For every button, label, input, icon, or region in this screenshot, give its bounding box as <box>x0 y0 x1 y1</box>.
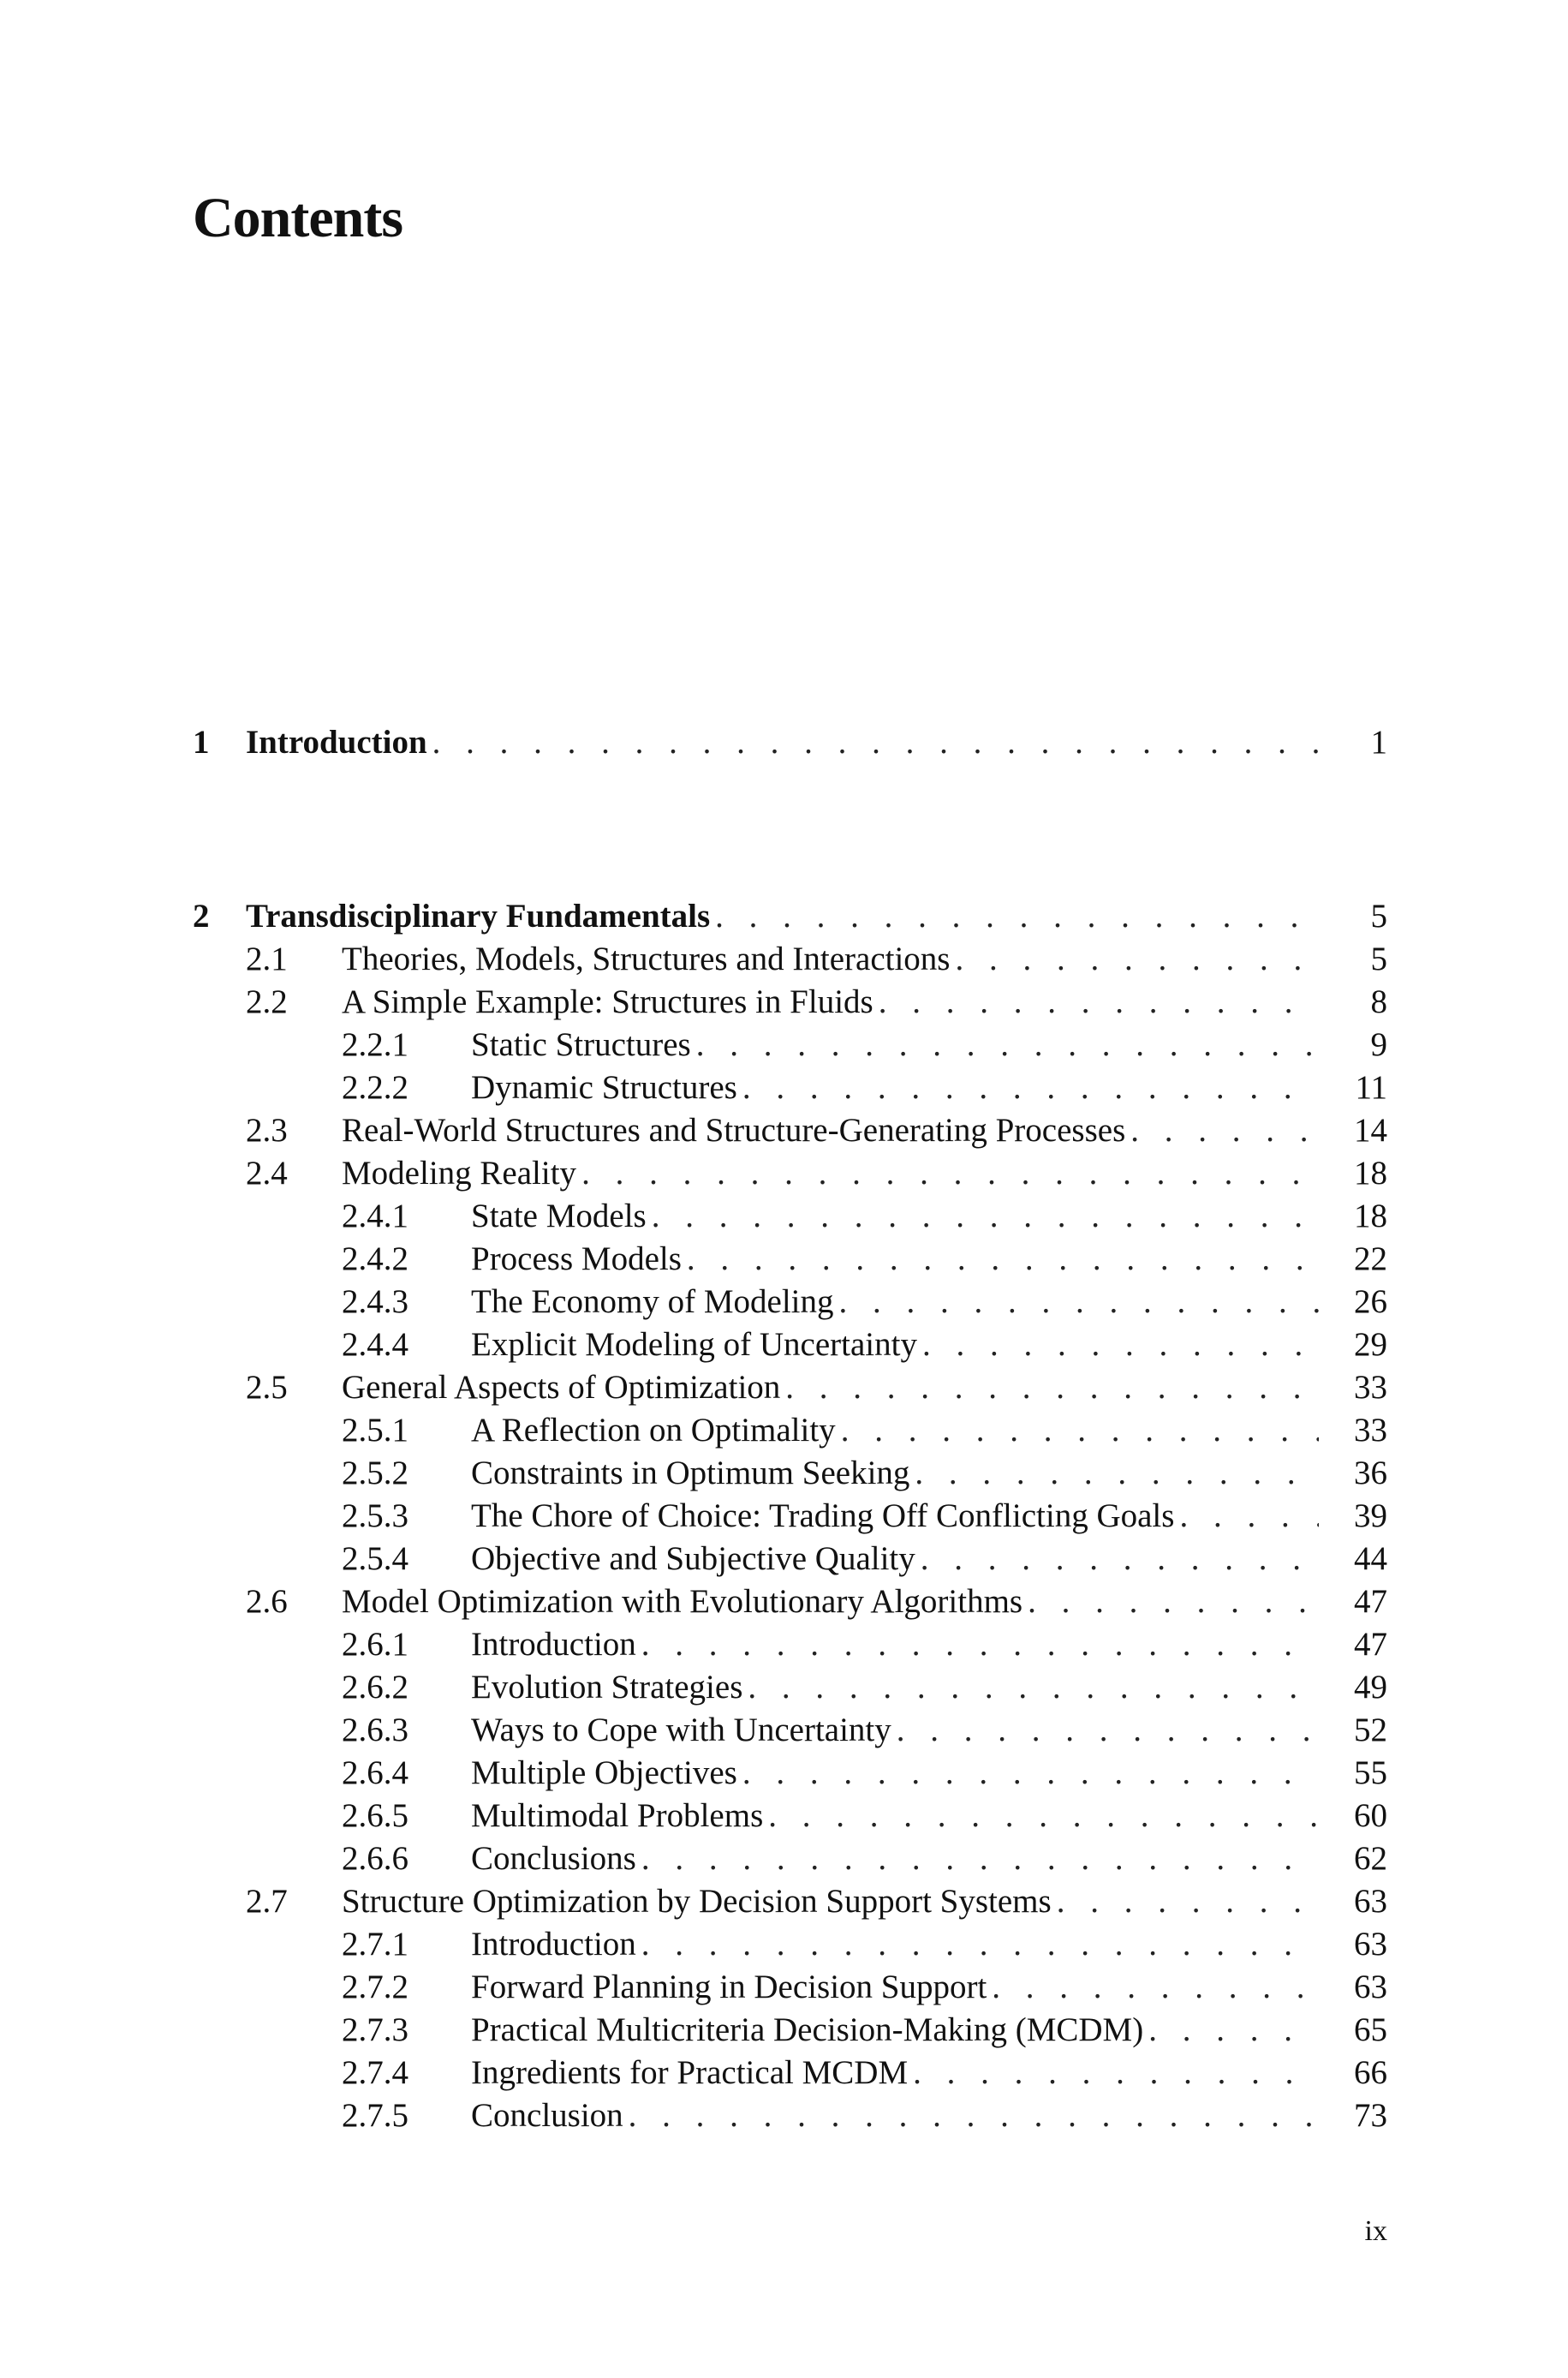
toc-entry-number: 2.6 <box>246 1583 288 1620</box>
toc-entry-subsection[interactable] <box>193 1623 1387 1666</box>
toc-entry-page: 18 <box>1354 1198 1387 1234</box>
dot-leader <box>1028 1580 1319 1623</box>
toc-entry-subsection[interactable] <box>193 1538 1387 1580</box>
toc-entry-number: 2.2 <box>246 983 288 1020</box>
toc-entry-page: 29 <box>1354 1326 1387 1363</box>
toc-entry-number: 2.5 <box>246 1369 288 1406</box>
toc-entry-number: 2.7.5 <box>342 2097 408 2134</box>
dot-leader <box>785 1366 1319 1409</box>
dot-leader <box>652 1195 1319 1238</box>
toc-entry-page: 49 <box>1354 1669 1387 1706</box>
dot-leader <box>1179 1495 1319 1538</box>
toc-entry-title: Introduction <box>246 724 427 761</box>
toc-entry-chapter-1[interactable] <box>193 721 1387 764</box>
toc-entry-title: Explicit Modeling of Uncertainty <box>471 1326 917 1363</box>
dot-leader <box>742 1752 1319 1795</box>
toc-entry-page: 8 <box>1370 983 1387 1020</box>
page-number: ix <box>1364 2215 1387 2247</box>
toc-entry-subsection[interactable] <box>193 1238 1387 1281</box>
toc-entry-title: Conclusions <box>471 1840 636 1877</box>
toc-entry-title: Practical Multicriteria Decision-Making (MCDM) <box>471 2011 1144 2048</box>
toc-entry-title: Multiple Objectives <box>471 1754 737 1791</box>
toc-entry-page: 18 <box>1354 1155 1387 1192</box>
toc-entry-page: 63 <box>1354 1883 1387 1920</box>
toc-entry-section[interactable] <box>193 1580 1387 1623</box>
toc-entry-number: 2.4.1 <box>342 1198 408 1234</box>
toc-entry-number: 2.4.4 <box>342 1326 408 1363</box>
toc-entry-subsection[interactable] <box>193 1452 1387 1495</box>
dot-leader <box>897 1709 1319 1752</box>
dot-leader <box>768 1795 1319 1837</box>
toc-entry-title: Modeling Reality <box>342 1155 577 1192</box>
toc-entry-number: 2.7.4 <box>342 2054 408 2091</box>
toc-entry-title: Ingredients for Practical MCDM <box>471 2054 909 2091</box>
toc-entry-page: 26 <box>1354 1283 1387 1320</box>
toc-entry-subsection[interactable] <box>193 1495 1387 1538</box>
toc-entry-subsection[interactable] <box>193 1281 1387 1323</box>
toc-entry-title: Constraints in Optimum Seeking <box>471 1455 910 1491</box>
dot-leader <box>581 1152 1319 1195</box>
page-title: Contents <box>193 187 403 249</box>
toc-entry-page: 22 <box>1354 1240 1387 1277</box>
toc-entry-number: 2.6.3 <box>342 1712 408 1748</box>
toc-entry-title: The Economy of Modeling <box>471 1283 834 1320</box>
toc-entry-number: 2.6.2 <box>342 1669 408 1706</box>
toc-entry-title: Transdisciplinary Fundamentals <box>246 898 711 935</box>
toc-entry-section[interactable] <box>193 938 1387 981</box>
toc-entry-section[interactable] <box>193 1880 1387 1923</box>
toc-entry-page: 65 <box>1354 2011 1387 2048</box>
toc-entry-number: 1 <box>193 724 210 761</box>
toc-entry-title: Structure Optimization by Decision Support Systems <box>342 1883 1052 1920</box>
toc-entry-title: The Chore of Choice: Trading Off Conflicting Goals <box>471 1497 1175 1534</box>
toc-entry-number: 2.2.2 <box>342 1069 408 1106</box>
toc-entry-page: 63 <box>1354 1969 1387 2005</box>
toc-entry-subsection[interactable] <box>193 1923 1387 1966</box>
dot-leader <box>839 1281 1320 1323</box>
dot-leader <box>1057 1880 1319 1923</box>
dot-leader <box>915 1452 1319 1495</box>
toc-entry-number: 2.7 <box>246 1883 288 1920</box>
toc-entry-number: 2.6.4 <box>342 1754 408 1791</box>
toc-entry-number: 2.4.3 <box>342 1283 408 1320</box>
toc-entry-title: Conclusion <box>471 2097 623 2134</box>
toc-entry-subsection[interactable] <box>193 1067 1387 1109</box>
toc-entry-subsection[interactable] <box>193 1837 1387 1880</box>
toc-entry-page: 47 <box>1354 1626 1387 1663</box>
toc-entry-title: Process Models <box>471 1240 682 1277</box>
toc-entry-page: 52 <box>1354 1712 1387 1748</box>
toc-entry-title: State Models <box>471 1198 647 1234</box>
toc-entry-title: A Simple Example: Structures in Fluids <box>342 983 873 1020</box>
toc-entry-page: 33 <box>1354 1412 1387 1449</box>
toc-entry-number: 2.6.6 <box>342 1840 408 1877</box>
dot-leader <box>629 2094 1319 2137</box>
toc-entry-page: 33 <box>1354 1369 1387 1406</box>
toc-entry-subsection[interactable] <box>193 2009 1387 2052</box>
toc-entry-number: 2 <box>193 898 210 935</box>
toc-entry-page: 55 <box>1354 1754 1387 1791</box>
toc-entry-title: Dynamic Structures <box>471 1069 737 1106</box>
dot-leader <box>955 938 1319 981</box>
toc-entry-page: 63 <box>1354 1926 1387 1963</box>
toc-entry-chapter-2[interactable] <box>193 895 1387 938</box>
dot-leader <box>715 895 1319 938</box>
toc-entry-subsection[interactable] <box>193 1195 1387 1238</box>
toc-entry-title: Static Structures <box>471 1026 691 1063</box>
toc-entry-title: A Reflection on Optimality <box>471 1412 836 1449</box>
dot-leader <box>879 981 1319 1024</box>
toc-entry-title: Ways to Cope with Uncertainty <box>471 1712 891 1748</box>
toc-entry-subsection[interactable] <box>193 1666 1387 1709</box>
dot-leader <box>641 1923 1319 1966</box>
toc-entry-page: 47 <box>1354 1583 1387 1620</box>
dot-leader <box>748 1666 1319 1709</box>
toc-entry-section[interactable] <box>193 1109 1387 1152</box>
toc-entry-page: 73 <box>1354 2097 1387 2134</box>
dot-leader <box>922 1323 1319 1366</box>
toc-entry-page: 60 <box>1354 1797 1387 1834</box>
toc-entry-number: 2.5.2 <box>342 1455 408 1491</box>
toc-entry-number: 2.5.4 <box>342 1540 408 1577</box>
toc-entry-number: 2.7.1 <box>342 1926 408 1963</box>
toc-entry-title: Evolution Strategies <box>471 1669 743 1706</box>
toc-entry-section[interactable] <box>193 1152 1387 1195</box>
toc-entry-subsection[interactable] <box>193 1752 1387 1795</box>
toc-entry-number: 2.5.3 <box>342 1497 408 1534</box>
toc-entry-title: Real-World Structures and Structure-Generating Processes <box>342 1112 1126 1149</box>
toc-entry-page: 36 <box>1354 1455 1387 1491</box>
dot-leader <box>687 1238 1319 1281</box>
dot-leader <box>432 721 1319 764</box>
dot-leader <box>1148 2009 1319 2052</box>
toc-entry-section[interactable] <box>193 1366 1387 1409</box>
toc-entry-page: 5 <box>1370 898 1387 935</box>
toc-entry-number: 2.7.3 <box>342 2011 408 2048</box>
toc-entry-section[interactable] <box>193 981 1387 1024</box>
toc-entry-subsection[interactable] <box>193 1795 1387 1837</box>
toc-entry-page: 39 <box>1354 1497 1387 1534</box>
dot-leader <box>921 1538 1319 1580</box>
toc-entry-number: 2.1 <box>246 941 288 977</box>
dot-leader <box>992 1966 1319 2009</box>
toc-entry-page: 66 <box>1354 2054 1387 2091</box>
toc-entry-number: 2.4 <box>246 1155 288 1192</box>
dot-leader <box>641 1623 1319 1666</box>
toc-entry-subsection[interactable] <box>193 1323 1387 1366</box>
dot-leader <box>696 1024 1319 1067</box>
toc-entry-number: 2.7.2 <box>342 1969 408 2005</box>
toc-entry-subsection[interactable] <box>193 2094 1387 2137</box>
toc-entry-number: 2.2.1 <box>342 1026 408 1063</box>
toc-entry-title: Introduction <box>471 1926 636 1963</box>
dot-leader <box>841 1409 1319 1452</box>
dot-leader <box>641 1837 1319 1880</box>
toc-entry-subsection[interactable] <box>193 1966 1387 2009</box>
toc-entry-number: 2.4.2 <box>342 1240 408 1277</box>
toc-entry-number: 2.5.1 <box>342 1412 408 1449</box>
toc-entry-title: Forward Planning in Decision Support <box>471 1969 987 2005</box>
toc-entry-page: 5 <box>1370 941 1387 977</box>
toc-entry-title: Theories, Models, Structures and Interactions <box>342 941 951 977</box>
toc-entry-page: 44 <box>1354 1540 1387 1577</box>
toc-entry-page: 11 <box>1355 1069 1387 1106</box>
toc-entry-subsection[interactable] <box>193 1024 1387 1067</box>
toc-entry-number: 2.6.5 <box>342 1797 408 1834</box>
toc-entry-number: 2.6.1 <box>342 1626 408 1663</box>
dot-leader <box>913 2052 1319 2094</box>
toc-entry-page: 9 <box>1370 1026 1387 1063</box>
toc-entry-subsection[interactable] <box>193 1709 1387 1752</box>
toc-entry-page: 14 <box>1354 1112 1387 1149</box>
toc-entry-page: 62 <box>1354 1840 1387 1877</box>
toc-entry-title: General Aspects of Optimization <box>342 1369 781 1406</box>
toc-entry-title: Multimodal Problems <box>471 1797 764 1834</box>
toc-entry-subsection[interactable] <box>193 1409 1387 1452</box>
dot-leader <box>742 1067 1319 1109</box>
toc-entry-title: Objective and Subjective Quality <box>471 1540 915 1577</box>
toc-entry-title: Model Optimization with Evolutionary Algorithms <box>342 1583 1023 1620</box>
toc-entry-page: 1 <box>1370 724 1387 761</box>
toc-entry-title: Introduction <box>471 1626 636 1663</box>
toc-entry-number: 2.3 <box>246 1112 288 1149</box>
toc-entry-subsection[interactable] <box>193 2052 1387 2094</box>
dot-leader <box>1130 1109 1319 1152</box>
